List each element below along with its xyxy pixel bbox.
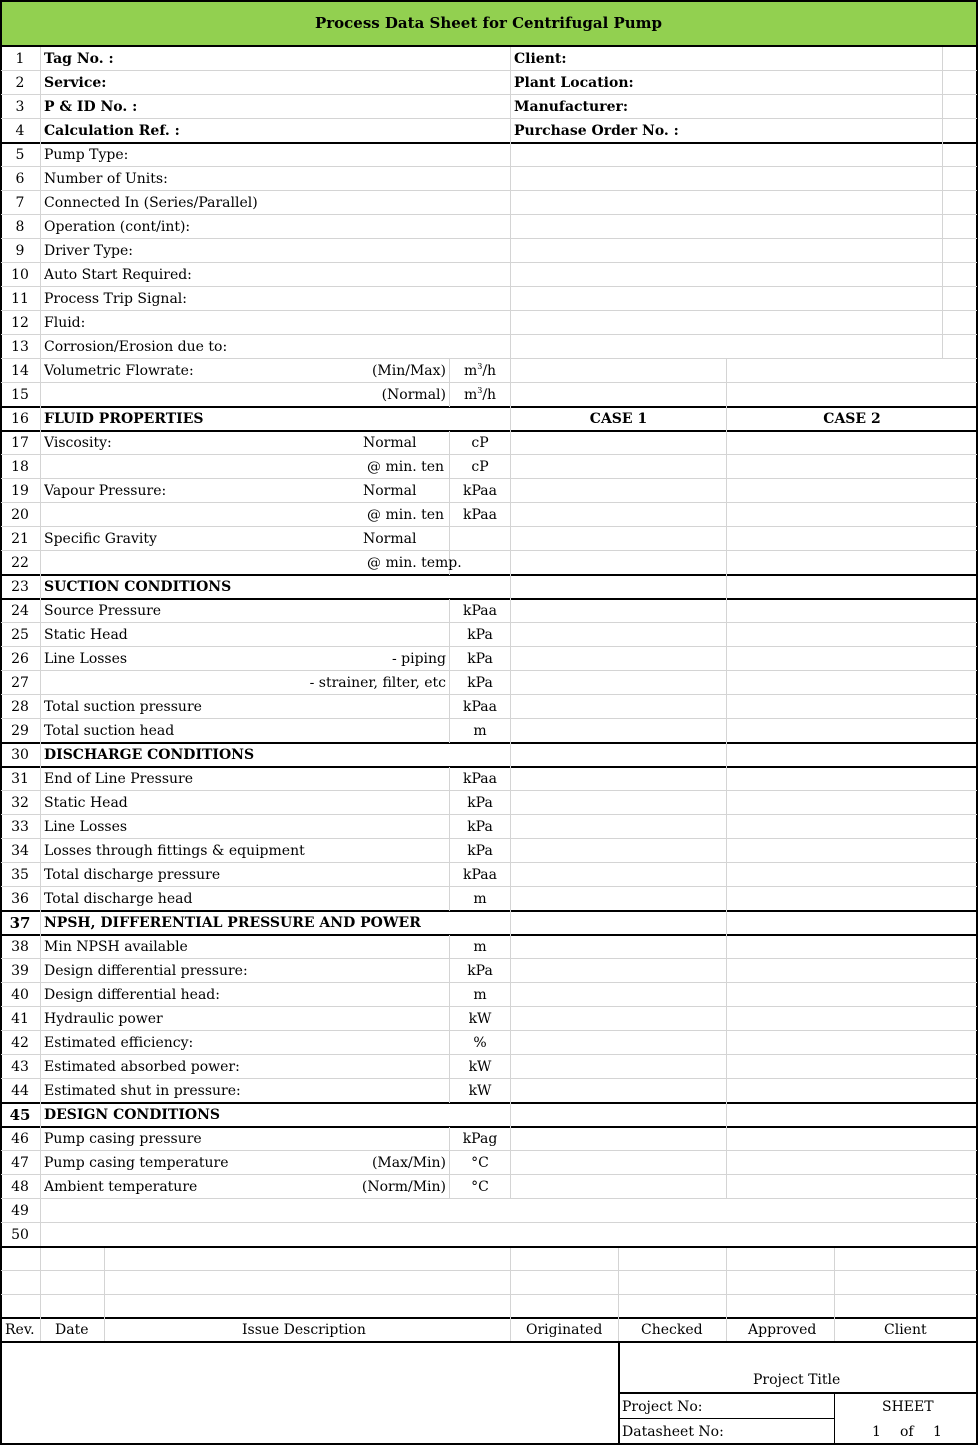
row-number: 6 (15, 171, 25, 187)
row-label: Design differential pressure: (44, 963, 248, 979)
row-number: 39 (11, 963, 29, 979)
row-label (44, 1223, 444, 1247)
col-line-header-right (942, 47, 943, 143)
row-label: Line Losses (44, 819, 128, 835)
row-number: 38 (11, 939, 29, 955)
row-label: Specific Gravity (44, 531, 157, 547)
row-label: Volumetric Flowrate: (44, 363, 194, 379)
col-line-number (40, 47, 41, 1246)
row-label: End of Line Pressure (44, 771, 193, 787)
unit-label: cP (471, 459, 489, 475)
unit-base: m (463, 387, 478, 403)
row-number: 21 (11, 531, 29, 547)
section-heading: DISCHARGE CONDITIONS (44, 747, 255, 763)
row-number: 30 (11, 747, 29, 763)
row-number: 10 (11, 267, 29, 283)
row-number: 31 (11, 771, 29, 787)
row-label: Pump casing temperature (44, 1155, 229, 1171)
row-label: Connected In (Series/Parallel) (44, 195, 258, 211)
sheet-title: Process Data Sheet for Centrifugal Pump (1, 1, 976, 47)
title-block-row (618, 1418, 834, 1419)
row-number: 19 (11, 483, 29, 499)
header-field-label: Manufacturer: (514, 99, 629, 115)
unit-label: m (473, 723, 487, 739)
footer-originated-header: Originated (526, 1322, 603, 1338)
row-number: 29 (11, 723, 29, 739)
header-field-label: Calculation Ref. : (44, 123, 180, 139)
footer-col-line (834, 1248, 835, 1341)
row-number: 32 (11, 795, 29, 811)
row-number: 4 (15, 123, 25, 139)
footer-col-line (510, 1248, 511, 1341)
row-qualifier: Normal (363, 435, 417, 451)
unit-superscript: 3 (477, 362, 483, 371)
row-label: Ambient temperature (44, 1179, 198, 1195)
footer-rev-header: Rev. (5, 1322, 35, 1338)
unit-base: m (463, 363, 478, 379)
row-number: 28 (11, 699, 29, 715)
row-label: Source Pressure (44, 603, 162, 619)
row-number: 8 (15, 219, 25, 235)
footer-col-line (726, 1248, 727, 1341)
unit-label: kPaa (463, 699, 497, 715)
row-number: 9 (15, 243, 25, 259)
row-qualifier: (Norm/Min) (361, 1179, 446, 1195)
row-number: 7 (15, 195, 25, 211)
unit-label: kPa (467, 963, 493, 979)
row-label: Viscosity: (44, 435, 112, 451)
unit-label: kPa (467, 819, 493, 835)
row-number: 3 (15, 99, 25, 115)
row-number: 46 (11, 1131, 29, 1147)
row-number: 26 (11, 651, 29, 667)
row-label: Estimated efficiency: (44, 1035, 194, 1051)
row-qualifier: (Max/Min) (371, 1155, 446, 1171)
row-number: 13 (11, 339, 29, 355)
row-qualifier: Normal (363, 483, 417, 499)
sheet-label: SHEET (882, 1399, 934, 1415)
unit-superscript: 3 (477, 386, 483, 395)
unit-label: kPa (467, 843, 493, 859)
row-number: 34 (11, 843, 29, 859)
case-2-header: CASE 2 (823, 411, 881, 427)
unit-label: kPa (467, 675, 493, 691)
row-number: 33 (11, 819, 29, 835)
row-label: Total discharge pressure (44, 867, 221, 883)
unit-label (450, 383, 510, 407)
footer-header-top (0, 1317, 978, 1319)
section-heading: SUCTION CONDITIONS (44, 579, 232, 595)
footer-col-line (104, 1248, 105, 1341)
unit-label: kW (468, 1059, 492, 1075)
row-number: 49 (11, 1203, 29, 1219)
footer-checked-header: Checked (641, 1322, 703, 1338)
unit-label: kPag (462, 1131, 498, 1147)
row-number: 41 (11, 1011, 29, 1027)
row-qualifier: @ min. ten (367, 459, 445, 475)
row-number: 24 (11, 603, 29, 619)
section-heading: FLUID PROPERTIES (44, 411, 204, 427)
unit-label: cP (471, 435, 489, 451)
row-number: 18 (11, 459, 29, 475)
unit-label: kW (468, 1083, 492, 1099)
row-number: 42 (11, 1035, 29, 1051)
row-qualifier: (Min/Max) (371, 363, 446, 379)
footer-row-line (1, 1294, 977, 1295)
row-number: 35 (11, 867, 29, 883)
row-number: 44 (11, 1083, 29, 1099)
unit-label: kPaa (463, 771, 497, 787)
row-number: 23 (11, 579, 29, 595)
row-label: Design differential head: (44, 987, 220, 1003)
row-label: Fluid: (44, 315, 86, 331)
row-label: Total suction pressure (44, 699, 202, 715)
unit-label: kPaa (463, 483, 497, 499)
row-number: 2 (15, 75, 25, 91)
row-number: 11 (11, 291, 29, 307)
row-label: Hydraulic power (44, 1011, 163, 1027)
unit-label: °C (471, 1155, 489, 1171)
row-number: 16 (11, 411, 29, 427)
row-qualifier: @ min. ten (367, 507, 445, 523)
footer-issue-description-header: Issue Description (242, 1322, 366, 1338)
footer-client-header: Client (884, 1322, 927, 1338)
header-field-label: Plant Location: (514, 75, 634, 91)
row-number: 14 (11, 363, 29, 379)
row-label: Driver Type: (44, 243, 133, 259)
row-label: Line Losses (44, 651, 128, 667)
row-number: 5 (15, 147, 25, 163)
sheet-of: of (900, 1424, 914, 1440)
row-number: 47 (11, 1155, 29, 1171)
row-label: Auto Start Required: (44, 267, 192, 283)
unit-label: kPa (467, 627, 493, 643)
col-line-values (510, 47, 511, 1199)
row-label: Total suction head (44, 723, 175, 739)
row-number: 45 (9, 1106, 31, 1124)
row-label: Min NPSH available (44, 939, 188, 955)
row-label: Static Head (44, 627, 128, 643)
row-label: Operation (cont/int): (44, 219, 191, 235)
section-heading: DESIGN CONDITIONS (44, 1107, 220, 1123)
row-number: 25 (11, 627, 29, 643)
row-qualifier: @ min. temp. (367, 555, 462, 571)
footer-approved-header: Approved (748, 1322, 817, 1338)
row-label: Vapour Pressure: (44, 483, 167, 499)
unit-label: kPaa (463, 603, 497, 619)
section-heading: NPSH, DIFFERENTIAL PRESSURE AND POWER (44, 915, 421, 931)
row-label (44, 1199, 444, 1223)
footer-date-header: Date (55, 1322, 89, 1338)
row-number: 15 (11, 387, 29, 403)
row-number: 22 (11, 555, 29, 571)
unit-label: m (473, 891, 487, 907)
row-qualifier: - piping (391, 651, 446, 667)
unit-label: kPaa (463, 507, 497, 523)
row-number: 43 (11, 1059, 29, 1075)
row-number: 12 (11, 315, 29, 331)
unit-label: kPa (467, 795, 493, 811)
header-field-label: Client: (514, 51, 567, 67)
outer-border-top (0, 0, 978, 2)
row-number: 20 (11, 507, 29, 523)
row-qualifier: Normal (363, 531, 417, 547)
title-block-split (834, 1393, 835, 1443)
row-label: Total discharge head (44, 891, 193, 907)
project-title: Project Title (753, 1372, 841, 1388)
row-label: Pump casing pressure (44, 1131, 202, 1147)
case-1-header: CASE 1 (589, 411, 648, 427)
unit-tail: /h (482, 363, 497, 379)
row-label: Corrosion/Erosion due to: (44, 339, 228, 355)
row-label: Pump Type: (44, 147, 129, 163)
row-number: 48 (11, 1179, 29, 1195)
col-line-header-right (942, 143, 943, 359)
unit-label: °C (471, 1179, 489, 1195)
row-number: 27 (11, 675, 29, 691)
unit-label: kPa (467, 651, 493, 667)
unit-label: m (473, 987, 487, 1003)
unit-label: % (473, 1035, 487, 1051)
footer-header-bottom (0, 1341, 978, 1343)
row-label: Process Trip Signal: (44, 291, 187, 307)
col-line-case-split (726, 359, 727, 1199)
footer-col-line (40, 1248, 41, 1341)
header-field-label: P & ID No. : (44, 99, 138, 115)
title-block-mid (618, 1392, 978, 1394)
unit-label: kPaa (463, 867, 497, 883)
row-qualifier: - strainer, filter, etc (309, 675, 446, 691)
project-no-label: Project No: (622, 1399, 703, 1415)
header-field-label: Tag No. : (44, 51, 114, 67)
row-label: Estimated shut in pressure: (44, 1083, 241, 1099)
row-number: 50 (11, 1227, 29, 1243)
sheet-current: 1 (872, 1424, 881, 1440)
datasheet-no-label: Datasheet No: (622, 1424, 724, 1440)
row-qualifier: (Normal) (381, 387, 446, 403)
row-label: Static Head (44, 795, 128, 811)
row-label: Number of Units: (44, 171, 168, 187)
sheet-total: 1 (933, 1424, 942, 1440)
footer-row-line (1, 1270, 977, 1271)
row-number: 1 (15, 51, 25, 67)
footer-col-line (618, 1248, 619, 1341)
row-number: 40 (11, 987, 29, 1003)
header-field-label: Service: (44, 75, 107, 91)
unit-label: kW (468, 1011, 492, 1027)
row-label: Estimated absorbed power: (44, 1059, 240, 1075)
header-field-label: Purchase Order No. : (514, 123, 679, 139)
unit-label (450, 359, 510, 383)
row-number: 37 (9, 914, 31, 932)
unit-tail: /h (482, 387, 497, 403)
unit-label: m (473, 939, 487, 955)
row-number: 17 (11, 435, 29, 451)
row-number: 36 (11, 891, 29, 907)
row-label: Losses through fittings & equipment (44, 843, 305, 859)
